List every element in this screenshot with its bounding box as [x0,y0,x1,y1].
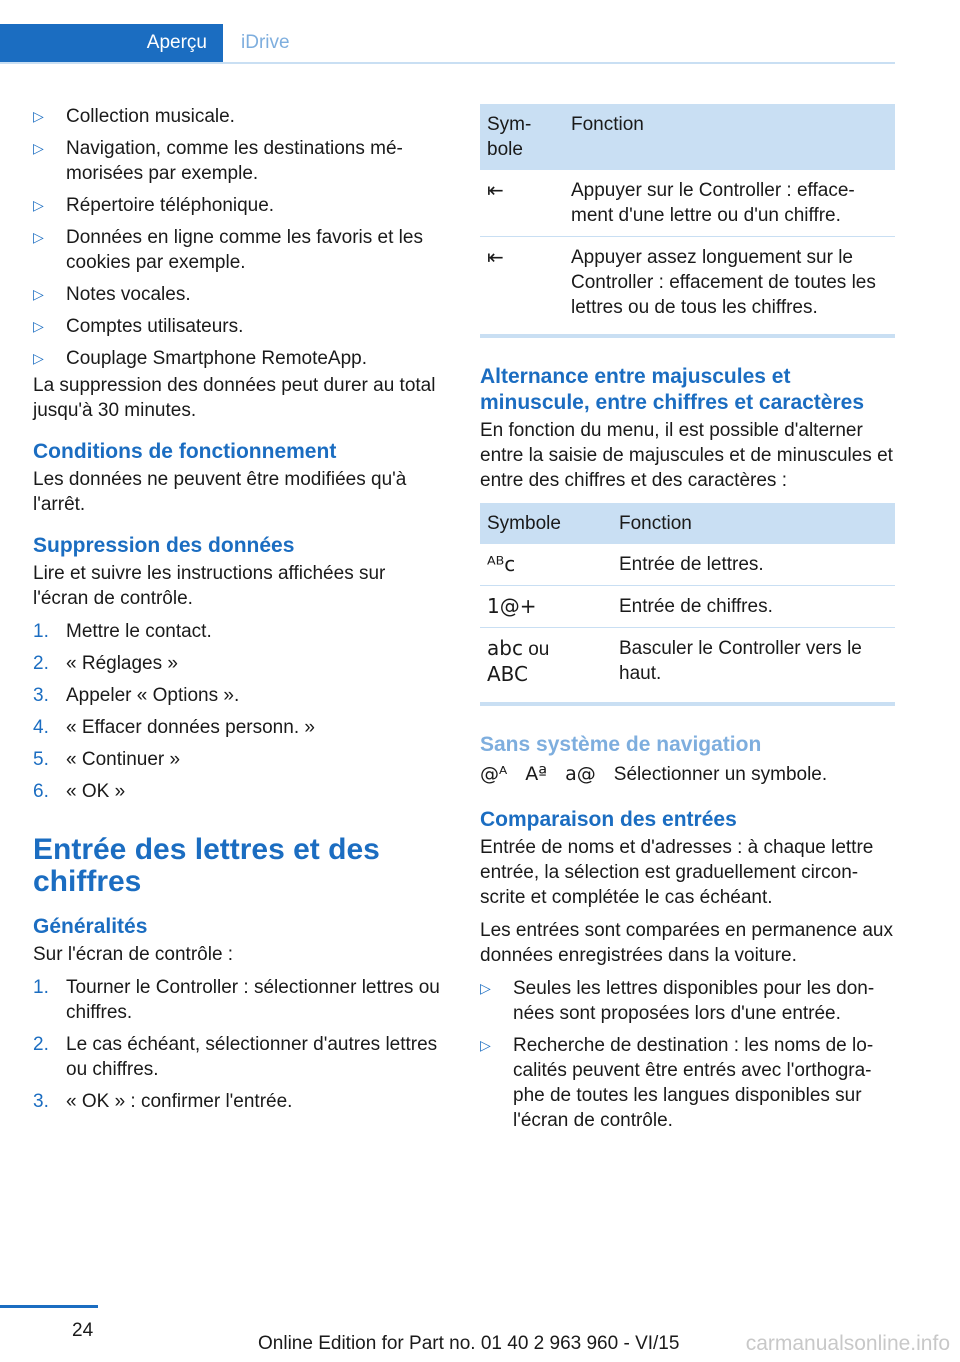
select-symbol-text: Sélectionner un symbole. [613,764,828,785]
comparaison-text-2: Les entrées sont comparées en permanence aux données enregistrées dans la voiture. [480,920,893,966]
step-item: 1. Tourner le Controller : sélectionner lettres ou chiffres. [33,977,440,1023]
suppression-text: Lire et suivre les instructions affichées sur l'écran de contrôle. [33,563,386,609]
step-item: 2. Le cas échéant, sélectionner d'autres lettres ou chiffres. [33,1034,438,1080]
list-item: ▷ Navigation, comme les destinations mémorisées par exemple. [33,138,403,184]
triangle-bullet-icon: ▷ [33,108,44,124]
step-item: 3. « OK » : confirmer l'entrée. [33,1091,293,1112]
heading-suppression: Suppression des données [33,534,295,557]
tab-idrive[interactable]: iDrive [241,32,290,53]
duration-note: La suppression des données peut durer au total jusqu'à 30 minutes. [33,375,436,421]
lowercase-icon: abc [487,636,523,660]
left-column [33,104,443,1121]
table-row [480,586,895,628]
letter-at-icon: a@ [565,763,596,785]
comparaison-list [480,976,895,1133]
list-item: ▷ Répertoire téléphonique. [33,195,275,216]
or-label: ou [528,639,550,660]
step-item: 4. « Effacer données personn. » [33,717,315,738]
tab-apercu[interactable]: Aperçu [0,24,223,62]
step-item: 6. « OK » [33,781,126,802]
list-item: ▷ Collection musicale. [33,106,235,127]
triangle-bullet-icon: ▷ [480,1037,491,1053]
list-item: ▷ Couplage Smartphone RemoteApp. [33,348,368,369]
list-item: ▷ Comptes utilisateurs. [33,316,244,337]
column-header: Symbole [480,104,564,170]
nav-symbols-row [480,762,895,787]
steps-list [33,619,443,804]
header-tabs [0,24,895,64]
triangle-bullet-icon: ▷ [33,350,44,366]
table-cell: Basculer le Controller vers le haut. [612,628,895,705]
triangle-bullet-icon: ▷ [33,197,44,213]
case-symbols-table [480,503,895,706]
generalites-text: Sur l'écran de contrôle : [33,944,234,965]
step-item: 3. Appeler « Options ». [33,685,240,706]
section-title: Entrée des lettres et des chiffres [33,833,380,898]
at-letters-icon: @ᴬ [480,763,508,785]
heading-alternance: Alternance entre majuscules et minuscule, entre chiffres et caractères [480,365,865,414]
heading-conditions: Conditions de fonctionnement [33,440,337,463]
column-header: Fonction [564,104,895,170]
triangle-bullet-icon: ▷ [33,229,44,245]
delete-char-icon: ⇤ [480,170,564,237]
case-letters-icon: Aª [525,763,548,785]
delete-symbols-table [480,104,895,338]
delete-all-icon: ⇤ [480,237,564,337]
step-item: 5. « Continuer » [33,749,181,770]
step-item: 1. Mettre le contact. [33,621,212,642]
heading-comparaison: Comparaison des entrées [480,808,737,831]
conditions-text: Les données ne peuvent être modifiées qu'à l'arrêt. [33,469,407,515]
comparaison-text-1: Entrée de noms et d'adresses : à chaque lettre entrée, la sélection est graduellement circonscrite et complétée le cas échéant. [480,837,874,908]
list-item: ▷ Recherche de destination : les noms de localités peuvent être entrés avec l'orthographe de toutes les langues disponibles sur l'écran de contrôle. [480,1035,874,1131]
table-header-row [480,104,895,170]
list-item: ▷ Données en ligne comme les favoris et les cookies par exemple. [33,227,423,273]
list-item: ▷ Notes vocales. [33,284,191,305]
column-header: Fonction [612,503,895,544]
triangle-bullet-icon: ▷ [480,980,491,996]
uppercase-icon: ABC [487,662,529,686]
edition-note: Online Edition for Part no. 01 40 2 963 960 - VI/15 [258,1333,680,1354]
alternance-text: En fonction du menu, il est possible d'alterner entre la saisie de majuscules et de minuscules et entre des chiffres et des caractères : [480,420,893,491]
numbers-mode-icon: 1@+ [480,586,612,628]
data-list [33,104,443,371]
footer-rule [0,1305,98,1308]
list-item: ▷ Seules les lettres disponibles pour les données sont proposées lors d'une entrée. [480,978,875,1024]
heading-sans-navigation: Sans système de navigation [480,733,762,756]
steps-list-2 [33,975,443,1114]
table-row [480,170,895,237]
table-row [480,628,895,705]
table-row [480,544,895,586]
heading-generalites: Généralités [33,915,148,938]
column-header: Symbole [480,503,612,544]
letters-mode-icon: ᴬᴮc [480,544,612,586]
watermark: carmanualsonline.info [745,1332,950,1355]
table-cell: Appuyer sur le Controller : effacement d'une lettre ou d'un chiffre. [564,170,895,237]
table-cell: Appuyer assez longuement sur le Controller : effacement de toutes les lettres ou de tous les chiffres. [564,237,895,337]
table-cell: Entrée de chiffres. [612,586,895,628]
case-toggle-cell [480,628,612,705]
page-number: 24 [72,1320,94,1341]
table-row [480,237,895,337]
triangle-bullet-icon: ▷ [33,318,44,334]
triangle-bullet-icon: ▷ [33,140,44,156]
triangle-bullet-icon: ▷ [33,286,44,302]
right-column [480,104,895,1140]
table-cell: Entrée de lettres. [612,544,895,586]
table-header-row [480,503,895,544]
step-item: 2. « Réglages » [33,653,178,674]
